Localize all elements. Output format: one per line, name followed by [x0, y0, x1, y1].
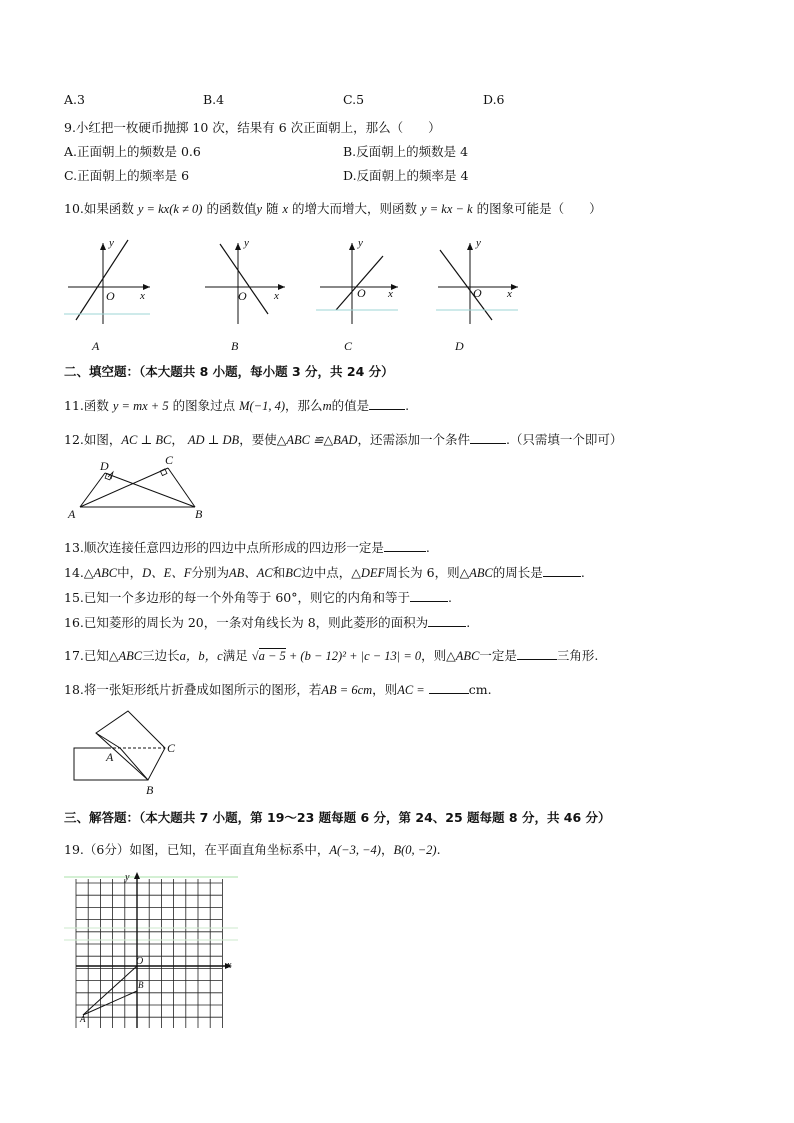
q8-option-a: A.3 — [64, 92, 85, 107]
q17-tri2: ABC — [455, 649, 480, 663]
q19-end: . — [436, 842, 441, 857]
q13-end: . — [425, 540, 430, 555]
q10-mid2: 随 — [266, 201, 279, 216]
q12-point-c: C — [165, 453, 174, 467]
q11-pre: 11.函数 — [64, 398, 109, 413]
section-3-heading: 三、解答题：（本大题共 7 小题，第 19～23 题每题 6 分，第 24、25 题每题 8 分，共 46 分） — [64, 810, 611, 825]
svg-text:x: x — [507, 288, 512, 300]
q14-t6: 的周长是 — [492, 565, 543, 580]
q18-t1: ，则 — [372, 682, 398, 697]
section-2-heading: 二、填空题：（本大题共 8 小题，每小题 3 分，共 24 分） — [64, 364, 394, 379]
q12-post: ，还需添加一个条件 — [357, 432, 470, 447]
q11-post: ，那么 — [285, 398, 323, 413]
q14-tri: ABC — [93, 566, 118, 580]
q8-option-d: D.6 — [483, 92, 505, 107]
grid-y-label: y — [125, 872, 130, 883]
q18-point-b: B — [146, 783, 154, 797]
grid-lines — [76, 879, 222, 1028]
q17-t4: 一定是 — [479, 648, 517, 663]
q18-pre: 18.将一张矩形纸片折叠成如图所示的图形，若 — [64, 682, 322, 697]
q11-func: y = mx + 5 — [112, 399, 169, 413]
q12-pre: 12.如图， — [64, 432, 122, 447]
svg-text:O: O — [473, 286, 482, 300]
q15-text: 15.已知一个多边形的每一个外角等于 60°，则它的内角和等于 — [64, 590, 411, 605]
grid-point-b-label: B — [138, 980, 144, 990]
q9-option-a: A.正面朝上的频数是 0.6 — [64, 144, 201, 159]
q14-t4: 边中点，△ — [301, 565, 361, 580]
q16-text: 16.已知菱形的周长为 20，一条对角线长为 8，则此菱形的面积为 — [64, 615, 429, 630]
q10-y-var: y — [256, 202, 263, 216]
q10-mid: 的函数值 — [206, 201, 257, 216]
q12-point-d: D — [100, 459, 109, 473]
segment-oa — [83, 966, 137, 1015]
q10-mid3: 的增大而增大，则函数 — [292, 201, 418, 216]
q15-end: . — [448, 590, 452, 605]
q18-end: cm. — [468, 682, 492, 697]
svg-text:y: y — [358, 237, 363, 249]
q11-mid: 的图象过点 — [172, 398, 236, 413]
graph-a-y-label: y — [109, 237, 114, 249]
q10-x-var: x — [282, 202, 289, 216]
q16-end: . — [466, 615, 471, 630]
q10-pre: 10.如果函数 — [64, 201, 134, 216]
q18-point-a: A — [106, 750, 114, 764]
q10-func1: y = kx(k ≠ 0) — [137, 202, 203, 216]
q14-end: . — [580, 565, 585, 580]
graph-a-origin: O — [106, 289, 115, 303]
q14-side-bc: BC — [285, 566, 302, 580]
q12-sep: ， — [171, 432, 184, 447]
q12-point-a: A — [68, 507, 76, 521]
graph-b-label: B — [231, 339, 239, 353]
q17-pre: 17.已知△ — [64, 648, 119, 663]
q10-func2: y = kx − k — [421, 202, 473, 216]
q14-sides1: AB、AC — [228, 566, 273, 580]
q9-option-c: C.正面朝上的频率是 6 — [64, 168, 190, 183]
q18-point-c: C — [167, 741, 176, 755]
q18-ac: AC = — [397, 683, 425, 697]
grid-x-label: x — [227, 960, 232, 971]
q17-expr-rest: + (b − 12)² + |c − 13| = 0 — [285, 649, 422, 663]
q14-t1: 中， — [117, 565, 143, 580]
q17-t1: 三边长 — [142, 648, 180, 663]
q8-option-c: C.5 — [343, 92, 365, 107]
svg-text:x: x — [274, 290, 279, 302]
q9-option-b: B.反面朝上的频数是 4 — [343, 144, 469, 159]
q12-point-b: B — [195, 507, 203, 521]
svg-text:y: y — [476, 237, 481, 249]
q9-option-d: D.反面朝上的频率是 4 — [343, 168, 469, 183]
q14-points: D、E、F — [142, 566, 192, 580]
q12-congruence: ABC ≌△BAD — [286, 433, 358, 447]
grid-point-a-label: A — [80, 1014, 86, 1024]
q17-t2: 满足 — [222, 648, 248, 663]
graph-a-x-label: x — [140, 290, 145, 302]
q17-t3: ，则△ — [421, 648, 456, 663]
q13-text: 13.顺次连接任意四边形的四边中点所形成的四边形一定是 — [64, 540, 384, 555]
q19-point-b: B(0, −2) — [393, 843, 437, 857]
q18-ab: AB = 6cm — [321, 683, 373, 697]
q17-sqrt-arg: a − 5 — [258, 649, 286, 663]
q11-post2: 的值是 — [331, 398, 370, 413]
graph-a-label: A — [92, 339, 100, 353]
q14-pre: 14.△ — [64, 565, 94, 580]
svg-text:O: O — [357, 286, 366, 300]
q17-tri: ABC — [118, 649, 143, 663]
graph-d-label: D — [455, 339, 464, 353]
q14-t5: 周长为 6，则△ — [385, 565, 470, 580]
q14-t2: 分别为 — [191, 565, 229, 580]
q12-cond1: AC ⊥ BC — [121, 433, 172, 447]
q17-end: 三角形. — [556, 648, 599, 663]
q9-stem: 9.小红把一枚硬币抛掷 10 次，结果有 6 次正面朝上，那么（ ） — [64, 120, 441, 135]
graph-c-label: C — [344, 339, 353, 353]
q19-sep: ， — [380, 842, 394, 857]
q11-m-var: m — [322, 399, 332, 413]
q14-t3: 和 — [272, 565, 286, 580]
q8-option-b: B.4 — [203, 92, 225, 107]
q10-post: 的图象可能是（ ） — [476, 201, 602, 216]
q12-cond2: AD ⊥ DB — [187, 433, 240, 447]
grid-origin-label: O — [136, 956, 144, 967]
q14-tri-def: DEF — [360, 566, 386, 580]
svg-text:y: y — [244, 237, 249, 249]
q11-end: . — [405, 398, 410, 413]
q14-tri-abc: ABC — [469, 566, 493, 580]
q17-expression: √a − 5 + (b − 12)² + |c − 13| = 0 — [251, 649, 422, 663]
q17-sides: a，b，c — [179, 649, 223, 663]
q19-point-a: A(−3, −4) — [329, 843, 381, 857]
svg-text:O: O — [238, 289, 247, 303]
q19-pre: 19.（6分）如图，已知，在平面直角坐标系中， — [64, 842, 330, 857]
q11-point: M(−1, 4) — [239, 399, 286, 413]
segment-ab — [83, 991, 137, 1015]
q12-end: .（只需填一个即可） — [505, 432, 623, 447]
svg-text:x: x — [388, 288, 393, 300]
q12-mid: ，要使△ — [239, 432, 287, 447]
